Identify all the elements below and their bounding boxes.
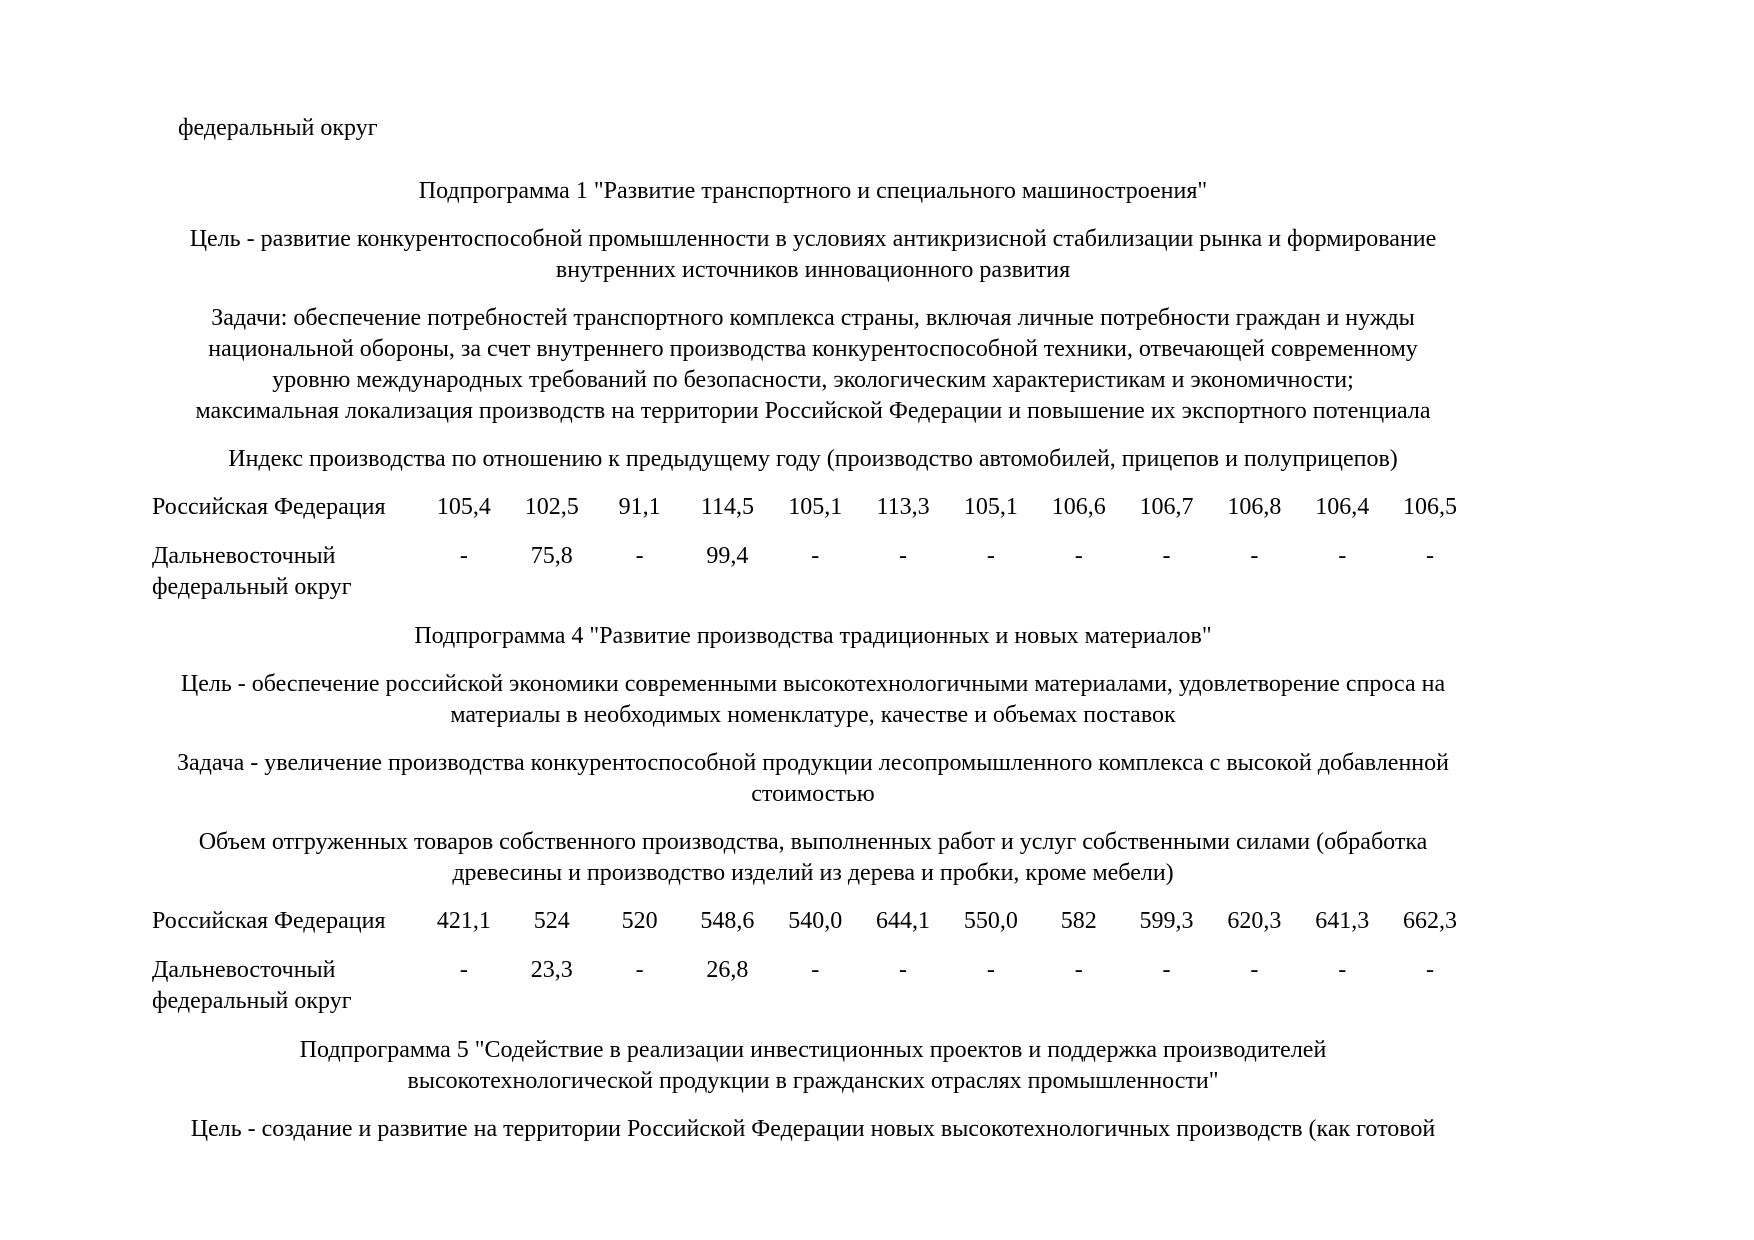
table-value-cell: - <box>811 543 820 569</box>
table-value-cell: - <box>899 543 908 569</box>
table-value-cell: - <box>1162 543 1171 569</box>
table-value-cell: 106,5 <box>1403 494 1458 520</box>
table-value-cell: - <box>459 543 468 569</box>
table-value-cell: - <box>1426 543 1435 569</box>
table-row-label: Дальневосточный федеральный округ <box>152 543 352 600</box>
table-value-cell: 106,7 <box>1139 494 1194 520</box>
table-value-cell: 26,8 <box>706 957 749 983</box>
table-value-cell: 644,1 <box>876 908 931 934</box>
table-value-cell: 540,0 <box>788 908 843 934</box>
table-value-cell: 113,3 <box>876 494 930 520</box>
table-value-cell: - <box>459 957 468 983</box>
table-value-cell: 620,3 <box>1227 908 1282 934</box>
table-value-cell: 106,6 <box>1051 494 1106 520</box>
table-value-cell: - <box>635 543 644 569</box>
subprogram-1-title: Подпрограмма 1 "Развитие транспортного и специального машиностроения" <box>418 178 1208 204</box>
table-row-values <box>420 906 1474 937</box>
table-value-cell: 599,3 <box>1139 908 1194 934</box>
table-value-cell: - <box>1338 543 1347 569</box>
subprogram-4-title: Подпрограмма 4 "Развитие производства традиционных и новых материалов" <box>414 623 1212 649</box>
table-value-cell: 105,1 <box>963 494 1018 520</box>
table-value-cell: 114,5 <box>700 494 754 520</box>
subprogram-1-tasks: Задачи: обеспечение потребностей транспортного комплекса страны, включая личные потребности граждан и нужды национальной обороны, за счет внутреннего производства конкурентоспособной техники, отвечающей современному уровню международных требований по безопасности, экологическим характеристикам и экономичности; максимальная локализация производств на территории Российской Федерации и повышение их экспортного потенциала <box>195 305 1431 424</box>
table-row-values <box>420 541 1474 572</box>
table-value-cell: 105,1 <box>788 494 843 520</box>
table-row <box>152 906 1474 937</box>
subprogram-4-goal: Цель - обеспечение российской экономики современными высокотехнологичными материалами, удовлетворение спроса на материалы в необходимых номенклатуре, качестве и объемах поставок <box>180 671 1446 728</box>
subprogram-1-goal: Цель - развитие конкурентоспособной промышленности в условиях антикризисной стабилизации рынка и формирование внутренних источников инновационного развития <box>189 226 1437 283</box>
table-value-cell: 106,8 <box>1227 494 1282 520</box>
table-value-cell: 582 <box>1060 908 1097 934</box>
subprogram-4-task: Задача - увеличение производства конкурентоспособной продукции лесопромышленного комплекса с высокой добавленной стоимостью <box>177 750 1449 807</box>
table-value-cell: 75,8 <box>530 543 573 569</box>
table-row-label: Дальневосточный федеральный округ <box>152 957 352 1014</box>
table-value-cell: 106,4 <box>1315 494 1370 520</box>
table-value-cell: - <box>1338 957 1347 983</box>
table-value-cell: - <box>1074 957 1083 983</box>
table-value-cell: - <box>1426 957 1435 983</box>
table-value-cell: - <box>1074 543 1083 569</box>
table-row-values <box>420 492 1474 523</box>
table-value-cell: - <box>986 957 995 983</box>
table-value-cell: - <box>1250 543 1259 569</box>
table-value-cell: - <box>811 957 820 983</box>
table-value-cell: - <box>635 957 644 983</box>
table-value-cell: 23,3 <box>530 957 573 983</box>
table-row <box>152 955 1474 1017</box>
table-value-cell: 548,6 <box>700 908 755 934</box>
table-row-values <box>420 955 1474 986</box>
table-value-cell: 102,5 <box>524 494 579 520</box>
table-row-label: Российская Федерация <box>152 494 386 520</box>
table-value-cell: - <box>899 957 908 983</box>
subprogram-5-title: Подпрограмма 5 "Содействие в реализации инвестиционных проектов и поддержка производителей высокотехнологической продукции в гражданских отраслях промышленности" <box>299 1037 1327 1094</box>
table-value-cell: 520 <box>621 908 658 934</box>
table-value-cell: 99,4 <box>706 543 749 569</box>
table-value-cell: 105,4 <box>436 494 491 520</box>
table-value-cell: 421,1 <box>436 908 491 934</box>
subprogram-5-goal: Цель - создание и развитие на территории Российской Федерации новых высокотехнологичных производств (как готовой <box>190 1116 1436 1142</box>
table-row <box>152 492 1474 523</box>
table-row <box>152 541 1474 603</box>
table-value-cell: 641,3 <box>1315 908 1370 934</box>
table-value-cell: - <box>986 543 995 569</box>
table-value-cell: 91,1 <box>618 494 661 520</box>
table-value-cell: 524 <box>533 908 570 934</box>
intro-line: федеральный округ <box>178 115 378 141</box>
table-value-cell: 550,0 <box>963 908 1018 934</box>
table-value-cell: - <box>1162 957 1171 983</box>
subprogram-4-indicator-title: Объем отгруженных товаров собственного производства, выполненных работ и услуг собственными силами (обработка древесины и производство изделий из дерева и пробки, кроме мебели) <box>198 829 1428 886</box>
table-value-cell: - <box>1250 957 1259 983</box>
table-value-cell: 662,3 <box>1403 908 1458 934</box>
table-row-label: Российская Федерация <box>152 908 386 934</box>
subprogram-1-indicator-title: Индекс производства по отношению к предыдущему году (производство автомобилей, прицепов и полуприцепов) <box>228 446 1398 472</box>
